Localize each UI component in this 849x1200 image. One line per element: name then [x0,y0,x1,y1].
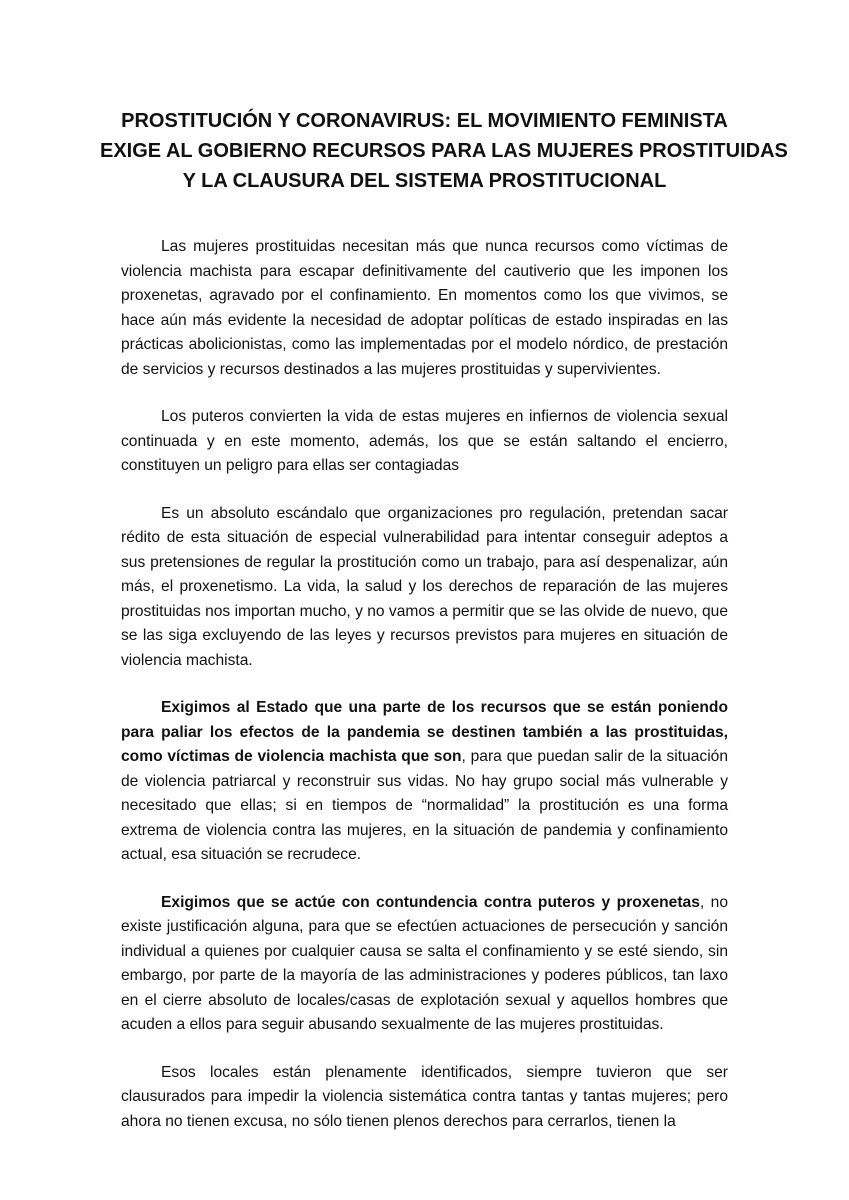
title-line: Y LA CLAUSURA DEL SISTEMA PROSTITUCIONAL [182,170,667,192]
paragraph: Es un absoluto escándalo que organizaciones pro regulación, pretendan sacar rédito de esta situación de especial vulnerabilidad para intentar conseguir adeptos a sus pretensiones de regular la prostitución como un trabajo, para así despenalizar, aún más, el proxenetismo. La vida, la salud y los derechos de reparación de las mujeres prostituidas nos importan mucho, y no vamos a permitir que se las olvide de nuevo, que se las siga excluyendo de las leyes y recursos previstos para mujeres en situación de violencia machista. [121,504,728,669]
paragraph-bold-lead: Exigimos que se actúe con contundencia contra puteros y proxenetas [161,893,700,911]
paragraph: Los puteros convierten la vida de estas mujeres en infiernos de violencia sexual continuada y en este momento, además, los que se están saltando el encierro, constituyen un peligro para ellas ser contagiadas [121,408,728,474]
paragraph [121,891,728,1038]
paragraph-continuation: , no existe justificación alguna, para que se efectúen actuaciones de persecución y sanción individual a quienes por cualquier causa se salta el confinamiento y se esté siendo, sin embargo, por parte de la mayoría de las administraciones y poderes públicos, tan laxo en el cierre absoluto de locales/casas de explotación sexual y aquellos hombres que acuden a ellos para seguir abusando sexualmente de las mujeres prostituidas. [121,893,728,1033]
document-title [100,106,788,196]
title-line: EXIGE AL GOBIERNO RECURSOS PARA LAS MUJERES PROSTITUIDAS [100,140,788,162]
paragraph: Las mujeres prostituidas necesitan más que nunca recursos como víctimas de violencia machista para escapar definitivamente del cautiverio que les imponen los proxenetas, agravado por el confinamiento. En momentos como los que vivimos, se hace aún más evidente la necesidad de adoptar políticas de estado inspiradas en las prácticas abolicionistas, como las implementadas por el modelo nórdico, de prestación de servicios y recursos destinados a las mujeres prostituidas y supervivientes. [121,238,728,378]
paragraph: Esos locales están plenamente identificados, siempre tuvieron que ser clausurados para impedir la violencia sistemática contra tantas y tantas mujeres; pero ahora no tienen excusa, no sólo tienen plenos derechos para cerrarlos, tienen la [121,1063,728,1130]
document-body [121,235,728,1157]
title-line: PROSTITUCIÓN Y CORONAVIRUS: EL MOVIMIENTO FEMINISTA [121,110,728,132]
paragraph [121,696,728,868]
paragraph-bold-lead: Exigimos al Estado que una parte de los recursos que se están poniendo para paliar los efectos de la pandemia se destinen también a las prostituidas, como víctimas de violencia machista que son [121,699,728,765]
paragraph-continuation: , para que puedan salir de la situación de violencia patriarcal y reconstruir sus vidas. No hay grupo social más vulnerable y necesitado que ellas; si en tiempos de “normalidad” la prostitución es una forma extrema de violencia contra las mujeres, en la situación de pandemia y confinamiento actual, esa situación se recrudece. [121,748,729,863]
